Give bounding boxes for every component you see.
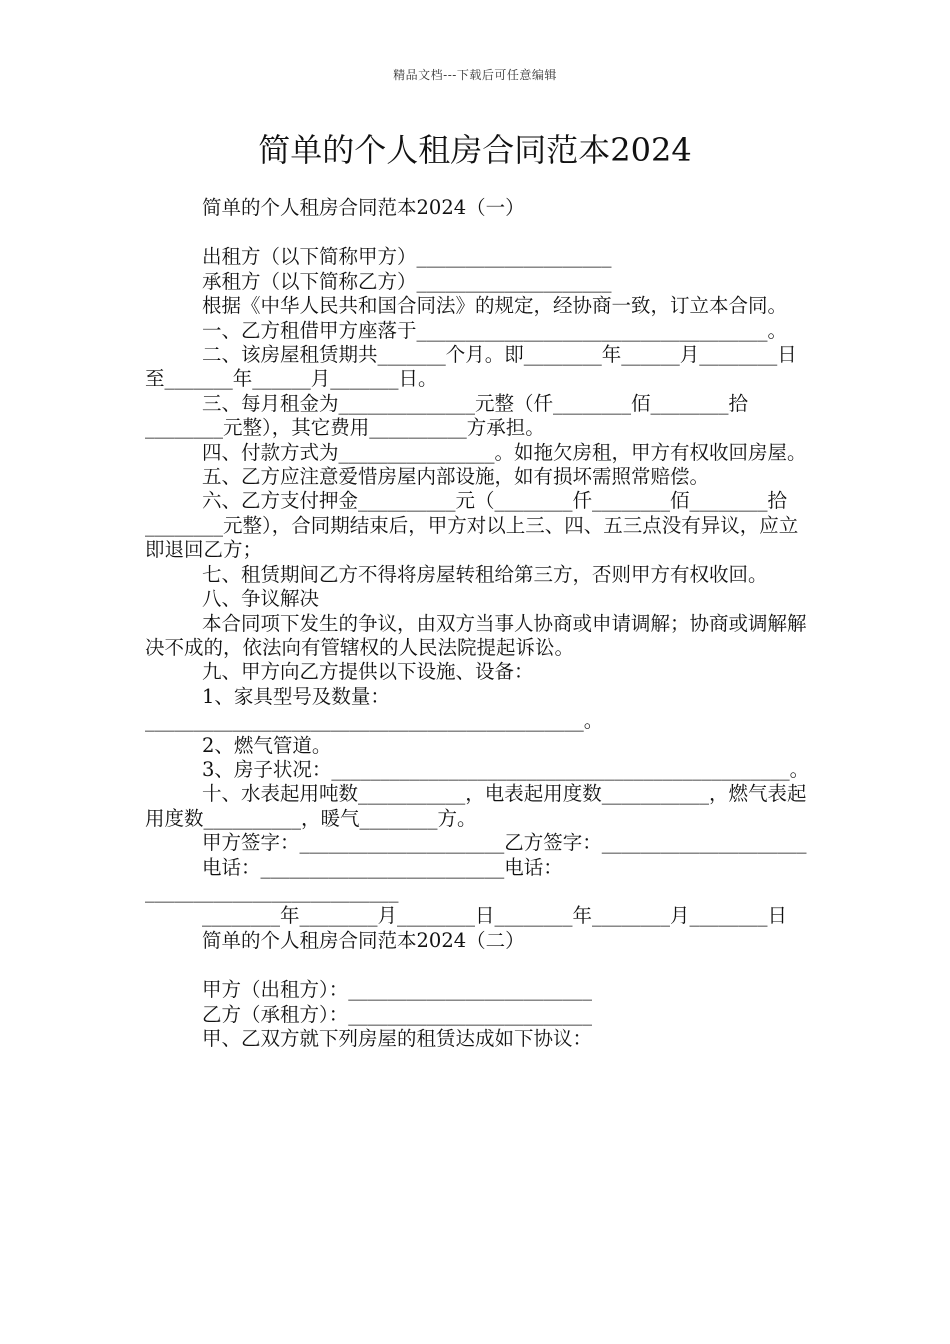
clause-9-heading: 九、甲方向乙方提供以下设施、设备： [202,660,534,684]
party-b-line: 乙方（承租方）：_________________________ [202,1002,593,1026]
clause-7: 七、租赁期间乙方不得将房屋转租给第三方，否则甲方有权收回。 [202,562,768,586]
spacer [145,953,810,978]
phone-line: 电话：_________________________电话：__________________________ [145,855,563,903]
clause-4: 四、付款方式为________________。如拖欠房租，甲方有权收回房屋。 [202,440,807,464]
clause-8-text: 本合同项下发生的争议，由双方当事人协商或申请调解；协商或调解解决不成的，依法向有管辖权的人民法院提起诉讼。 [145,611,807,659]
party-a-line: 甲方（出租方）：_________________________ [202,978,593,1002]
page-header: 精品文档---下载后可任意编辑 [393,68,557,82]
signature-line: 甲方签字：_____________________乙方签字：_____________________ [202,831,807,855]
lessor-line: 出租方（以下简称甲方）____________________ [202,245,612,269]
clause-10: 十、水表起用吨数___________，电表起用度数___________，燃气表起用度数__________，暖气________方。 [145,782,807,830]
clause-2: 二、该房屋租赁期共_______个月。即________年______月________日至_______年______月_______日。 [145,343,797,391]
clause-9-item-3: 3、房子状况：_______________________________________________。 [202,757,810,781]
spacer [145,220,810,245]
clause-8-heading: 八、争议解决 [202,587,320,611]
date-line: ________年________月________日________年________月________日 [202,904,788,928]
preamble-paragraph: 根据《中华人民共和国合同法》的规定，经协商一致，订立本合同。 [202,294,788,318]
lessee-line: 承租方（以下简称乙方）____________________ [202,269,612,293]
document-body [145,196,810,1051]
clause-9-item-1: 1、家具型号及数量：_____________________________________________。 [145,684,604,733]
clause-5: 五、乙方应注意爱惜房屋内部设施，如有损坏需照常赔偿。 [202,465,710,489]
document-title: 简单的个人租房合同范本2024 [258,131,692,169]
section-heading-2: 简单的个人租房合同范本2024（二） [202,928,525,952]
clause-3: 三、每月租金为______________元整（仟________佰________拾________元整），其它费用__________方承担。 [145,391,749,440]
clause-1: 一、乙方租借甲方座落于____________________________________。 [202,318,788,342]
clause-6: 六、乙方支付押金__________元（________仟________佰________拾________元整），合同期结束后，甲方对以上三、四、五三点没有异议，应立即退回乙方； [145,489,799,562]
agreement-intro: 甲、乙双方就下列房屋的租赁达成如下协议： [202,1027,593,1050]
section-heading-1: 简单的个人租房合同范本2024（一） [202,196,525,219]
clause-9-item-2: 2、燃气管道。 [202,733,332,757]
